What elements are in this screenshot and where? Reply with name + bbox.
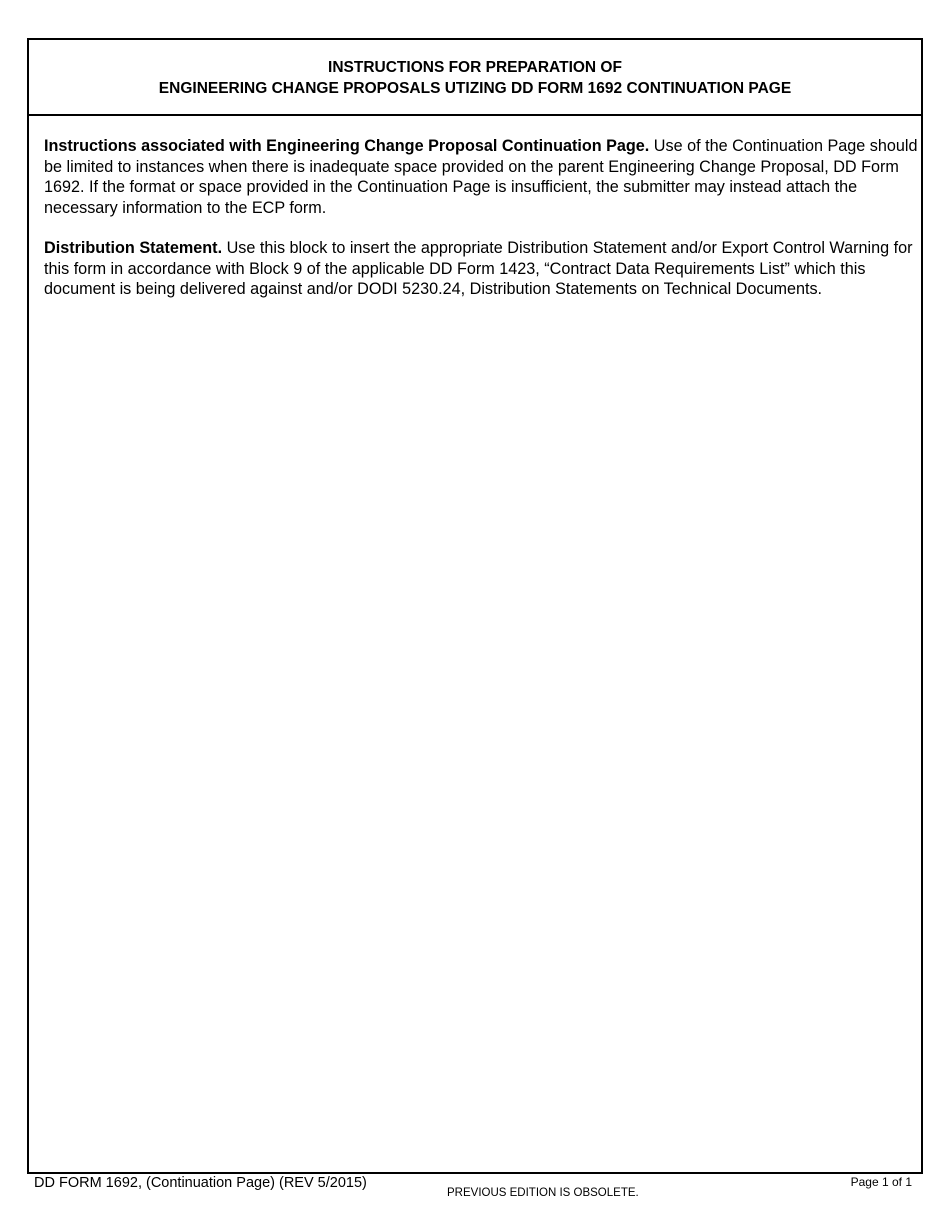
form-title-line-1: INSTRUCTIONS FOR PREPARATION OF (328, 59, 622, 76)
distribution-statement-paragraph (44, 238, 924, 300)
continuation-instructions-heading: Instructions associated with Engineering Change Proposal Continuation Page. (44, 137, 650, 155)
form-title-block (29, 40, 921, 116)
distribution-statement-text: Use this block to insert the appropriate Distribution Statement and/or Export Control Warning for this form in accordance with Block 9 of the applicable DD Form 1423, “Contract Data Requirements List” which this document is being delivered against and/or DODI 5230.24, Distribution Statements on Technical Documents. (44, 239, 913, 298)
distribution-statement-heading: Distribution Statement. (44, 239, 223, 257)
form-frame (27, 38, 923, 1174)
continuation-instructions-paragraph (44, 136, 924, 218)
instructions-body (44, 136, 924, 320)
form-id-footer: DD FORM 1692, (Continuation Page) (REV 5/2015) (34, 1175, 367, 1191)
form-title-line-2: ENGINEERING CHANGE PROPOSALS UTIZING DD FORM 1692 CONTINUATION PAGE (158, 80, 792, 97)
edition-note-footer: PREVIOUS EDITION IS OBSOLETE. (447, 1187, 639, 1199)
page-number-footer: Page 1 of 1 (850, 1175, 912, 1189)
continuation-instructions-text: Use of the Continuation Page should be limited to instances when there is inadequate space provided on the parent Engineering Change Proposal, DD Form 1692. If the format or space provided in the Continuation Page is insufficient, the submitter may instead attach the necessary information to the ECP form. (44, 137, 918, 217)
